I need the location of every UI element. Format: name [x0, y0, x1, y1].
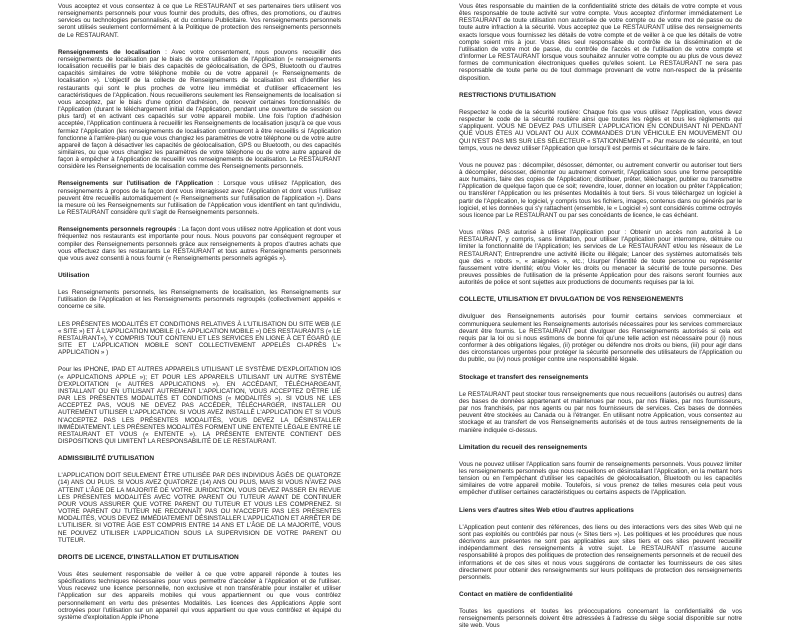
location-paragraph [58, 49, 341, 171]
account-paragraph: Vous êtes responsable du maintien de la confidentialité stricte des détails de votre compte et vous êtes responsable de toute activité sur votre compte. Vous acceptez d'informer immédiatement Le RESTAURANT de toute utilisation non autorisée de votre compte ou de votre mot de passe ou de toute autre infraction à la sécurité. Vous acceptez que Le RESTAURANT utilise des renseignements exacts lorsque vous fournissez les détails de votre compte et de veiller à ce que les détails de votre compte soient mis à jour. Vous êtes seul responsable du contrôle de la dissémination et de l'utilisation de votre mot de passe, du contrôle de l'accès et de l'utilisation de votre compte et d'informer Le RESTAURANT lorsque vous souhaitez annuler votre compte ou au plus de vous devez formes de communication électroniques quelles qu'elles soient. Le RESTAURANT ne sera pas responsable de toute perte ou de tout dommage provenant de votre non-respect de la présente disposition. [459, 3, 742, 82]
utilisation-heading: Utilisation [58, 272, 90, 279]
restrictions-paragraph: Respectez le code de la sécurité routière: Chaque fois que vous utilisez l'Application, vous devez respecter le code de la sécurité routière ainsi que toutes les règles et tous les règlements qui s'appliquent. VOUS NE DEVEZ PAS UTILISER L'APPLICATION EN CONDUISANT NI PENDANT QUE VOUS ÊTES AU VOLANT OU AUX COMMANDES D'UN VÉHICULE EN MOUVEMENT OU QUI N'EST PAS MIS SUR LES SÉLECTEUR « STATIONNEMENT ». Par mesure de sécurité, en tout temps, vous ne devez utiliser l'Application que lorsqu'il est permis et sécuritaire de le faire. [459, 108, 742, 152]
usage-text: : Lorsque vous utilisez l'Application, des renseignements à propos de la façon dont vous interagissez avec l'Application et dont vous l'utilisez peuvent être recueillis automatiquement (« Renseignements sur l'utilisation de l'application »). Dans la mesure où les Renseignements sur l'utilisation de l'Application vous identifient en tant qu'individu, Le RESTAURANT considère qu'il s'agit de Renseignements personnels. [58, 180, 342, 217]
utilisation-paragraph: Les Renseignements personnels, les Renseignements de localisation, les Renseignements sur l'utilisation de l'Application et les Renseignements personnels regroupés (collectivement appelés « concerne ce site. [58, 289, 341, 311]
limitation-heading: Limitation du recueil des renseignements [459, 443, 588, 451]
storage-heading: Stockage et transfert des renseignements [459, 373, 589, 381]
terms-caps-paragraph: LES PRÉSENTES MODALITÉS ET CONDITIONS RELATIVES À L'UTILISATION DU SITE WEB (LE « SITE ») ET À L'APPLICATION MOBILE (L'« APPLICATION MOBILE ») DES RESTAURANTS (« LE RESTAURANT»), Y COMPRIS TOUT CONTENU ET LES SERVICES EN LIGNE À CET ÉGARD (LE SITE ET L'APPLICATION MOBILE SONT COLLECTIVEMENT APPELÉS CI-APRÈS L'« APPLICATION » ) [58, 320, 341, 357]
usage-lead: Renseignements sur l'utilisation de l'Application [58, 180, 214, 188]
contact-paragraph: Toutes les questions et toutes les préoccupations concernant la confidentialité de vos renseignements personnels doivent être adressées à l'adresse du siège social disponible sur notre site web. Vous [459, 608, 742, 630]
grouped-text: : La façon dont vous utilisez notre Application et dont vous fréquentez nos restaurants est importante pour nous. Nous pouvons par conséquent regrouper et compiler des Renseignements personnels grâce aux renseignements à propos d'autres achats que vous effectuez dans les restaurants Le RESTAURANT et tous autres Renseignements personnels que vous avez consenti à nous fournir (« Renseignements personnels agrégés »). [58, 226, 341, 262]
intro-paragraph: Vous acceptez et vous consentez à ce que Le RESTAURANT et ses partenaires tiers utilisent vos renseignements personnels pour vous fournir des produits, des offres, des promotions, ou d'autres services ou technologies personnalisés, et du contenu Publicitaire. Vos renseignements personnels seront utilisés seulement conformément à la Politique de protection des renseignements personnels de Le RESTAURANT. [58, 3, 341, 39]
usage-paragraph [58, 180, 341, 216]
prohibited-paragraph: Vous ne pouvez pas : décompiler, désosser, démonter, ou autrement convertir ou autoriser tout tiers à décompiler, désosser, démonter ou autrement convertir, l'Application sous une forme perceptible aux humains, faire des copies de l'Application; distribuer, prêter, télécharger, publier ou transmettre l'Application de quelque façon que ce soit; revendre, louer, donner en location ou prêter l'Application; ou transférer l'Application ou les présentes Modalités à tout tiers. Si vous téléchargez un logiciel à partir de l'Application, le logiciel, y compris tous les fichiers, images, contenus dans ou générés par le logiciel, et les données qui s'y rattachent (ensemble, le « Logiciel ») sont considérés comme octroyés sous licence par Le RESTAURANT ou par ses concédants de licence, le cas échéant. [459, 161, 742, 219]
iphone-paragraph: Pour les IPHONE, IPAD ET AUTRES APPAREILS UTILISANT LE SYSTÈME D'EXPLOITATION IOS (« APPLICATIONS APPLE »); ET POUR LES APPAREILS UTILISANT UN AUTRE SYSTÈME D'EXPLOITATION (« AUTRES APPLICATIONS »). EN ACCÉDANT, TÉLÉCHARGEANT, INSTALLANT OU EN UTILISANT AUTREMENT L'APPLICATION, VOUS ACCEPTEZ D'ÊTRE LIÉ PAR LES PRÉSENTES MODALITÉS ET CONDITIONS (« MODALITÉS »). SI VOUS NE LES ACCEPTEZ PAS, VOUS NE DEVEZ PAS ACCÉDER, TÉLÉCHARGER, INSTALLER OU AUTREMENT UTILISER L'APPLICATION. SI VOUS AVEZ INSTALLÉ L'APPLICATION ET SI VOUS N'ACCEPTEZ PAS LES PRÉSENTES MODALITÉS, VOUS DEVEZ LA DÉSINSTALLER IMMÉDIATEMENT. LES PRÉSENTES MODALITÉS FORMENT UNE ENTENTE LÉGALE ENTRE LE RESTAURANT ET VOUS (« ENTENTE »). LA PRÉSENTE ENTENTE CONTIENT DES DISPOSITIONS QUI LIMITENT LA RESPONSABILITÉ DE LE RESTAURANT. [58, 366, 341, 445]
right-column [459, 3, 742, 640]
storage-paragraph: Le RESTAURANT peut stocker tous renseignements que nous recueillons (autorisés ou autres) dans des bases de données appartenant et maintenues par nous, par nos filiales, par nos fournisseurs, par nos franchisés, par nos agents ou par nos fournisseurs de services. Ces bases de données peuvent être stockées au Canada ou à l'étranger. En utilisant notre Application, vous consentez au stockage et au transfert de vos Renseignements autorisés et de tous autres renseignements de la manière indiquée ci-dessus. [459, 390, 742, 434]
links-heading: Liens vers d'autres sites Web et/ou d'autres applications [459, 506, 634, 514]
admissibilite-paragraph: L'APPLICATION DOIT SEULEMENT ÊTRE UTILISÉE PAR DES INDIVIDUS ÂGÉS DE QUATORZE (14) ANS OU PLUS. SI VOUS AVEZ QUATORZE (14) ANS OU PLUS, MAIS SI VOUS N'AVEZ PAS ATTEINT L'ÂGE DE LA MAJORITÉ DE VOTRE JURIDICTION, VOUS DEVEZ PASSER EN REVUE LES PRÉSENTES MODALITÉS AVEC VOTRE PARENT OU TUTEUR AVANT DE CONTINUER POUR VOUS ASSURER QUE VOTRE PARENT OU TUTEUR ET VOUS LES COMPRENEZ. SI VOTRE PARENT OU TUTEUR NE RECONNAÎT PAS OU N'ACCEPTE PAS LES PRÉSENTES MODALITÉS, VOUS DEVEZ IMMÉDIATEMENT DÉSINSTALLER L'APPLICATION ET ARRÊTER DE L'UTILISER. SI VOTRE ÂGE EST COMPRIS ENTRE 14 ANS ET L'ÂGE DE LA MAJORITÉ, VOUS NE POUVEZ UTILISER L'APPLICATION SOUS LA SUPERVISION DE VOTRE PARENT OU TUTEUR. [58, 472, 341, 544]
contact-heading: Contact en matière de confidentialité [459, 591, 573, 598]
grouped-paragraph [58, 226, 341, 262]
location-lead: Renseignements de localisation [58, 48, 161, 56]
limitation-paragraph: Vous ne pouvez utiliser l'Application sans fournir de renseignements personnels. Vous pouvez limiter les renseignements personnels que nous recueillons en désinstallant l'Application, en la mettant hors tension ou en l'empêchant d'utiliser les capacités de géolocalisation, Bluetooth ou les capacités similaires de votre appareil mobile. Toutefois, si vous prenez de telles mesures cela peut vous empêcher d'utiliser certaines caractéristiques ou certains aspects de l'Application. [459, 460, 742, 497]
licence-heading: DROITS DE LICENCE, D'INSTALLATION ET D'UTILISATION [58, 553, 239, 561]
left-column [58, 3, 341, 631]
collection-paragraph: divulguer des Renseignements autorisés pour fournir certains services commerciaux et communiquera seulement les Renseignements autorisés nécessaires pour les services commerciaux devant être fournis. Le RESTAURANT peut divulguer des Renseignements autorisés si cela est requis par la loi ou si nous estimons de bonne foi qu'une telle action est nécessaire pour (i) nous conformer à des obligations légales, (ii) protéger ou défendre nos droits ou biens, (iii) pour agir dans des circonstances urgentes pour protéger la sécurité personnelle des utilisateurs de l'Application ou du public, ou (iv) nous protéger contre une responsabilité légale. [459, 313, 742, 364]
admissibilite-heading: ADMISSIBILITÉ D'UTILISATION [58, 455, 155, 463]
collection-heading: COLLECTE, UTILISATION ET DIVULGATION DE VOS RENSEIGNEMENTS [459, 296, 684, 304]
restrictions-heading: RESTRICTIONS D'UTILISATION [459, 91, 556, 99]
links-paragraph: L'Application peut contenir des références, des liens ou des interactions vers des sites Web qui ne sont pas exploités ou contrôlés par nous (« Sites tiers »). Les politiques et les procédures que nous décrivons aux présentes ne sont pas applicables aux sites tiers et ces sites peuvent recueillir indépendamment des renseignements à votre sujet. Le RESTAURANT n'assume aucune responsabilité à propos des politiques de protection des renseignements personnels et de recueil des informations et de ces sites et nous vous suggérons de contacter les fournisseurs de ces sites directement pour obtenir des renseignements sur leurs politiques de protection des renseignements personnels. [459, 523, 742, 581]
licence-paragraph: Vous êtes seulement responsable de veiller à ce que votre appareil réponde à toutes les spécifications techniques nécessaires pour vous permettre d'accéder à l'Application et de l'utiliser. Vous recevez une licence personnelle, non exclusive et non transférable pour installer et utiliser l'Application sur des appareils mobiles qui vous appartiennent ou que vous contrôlez personnellement en vertu des présentes Modalités. Les licences des Applications Apple sont octroyées pour l'utilisation sur un appareil qui vous appartient ou que vous contrôlez et équipé du système d'exploitation Apple iPhone [58, 571, 341, 621]
location-text: : Avec votre consentement, nous pouvons recueillir des renseignements de localisation par le biais de votre utilisation de l'Application (« renseignements localisation recueillis par le biais des capacités de géolocalisation, de GPS, Bluetooth ou d'autres capacités similaires de votre téléphone mobile ou de votre appareil (« Renseignements de localisation »). L'objectif de la collecte de Renseignements de localisation est d'identifier les restaurants qui sont le plus proches de votre lieu immédiat et d'utiliser efficacement les caractéristiques de l'Application. Nous recueillerons seulement les Renseignements de localisation si vous acceptez, par le biais d'une option d'adhésion, de recevoir certaines fonctionnalités de l'Application (durant le téléchargement initial de l'Application, pendant une ouverture de session ou plus tard) et en activant ces capacités sur votre appareil mobile. Une fois l'option d'adhésion acceptée, l'Application continuera à recueillir les Renseignements de localisation jusqu'à ce que vous fermiez l'Application (les renseignements de localisation continueront à être recueillis si l'Application fonctionne à l'arrière-plan) ou que vous changiez les paramètres de votre téléphone ou de votre autre appareil de façon à désactiver les capacités de géolocalisation, GPS ou Bluetooth, ou des capacités similaires, ou que vous changiez les paramètres de votre téléphone ou de votre autre appareil de façon à empêcher à l'Application de recueillir vos renseignements de localisation. Le RESTAURANT considère les Renseignements de localisation comme des Renseignements personnels. [58, 48, 341, 171]
grouped-lead: Renseignements personnels regroupés [58, 226, 177, 234]
access-paragraph: Vous n'êtes PAS autorisé à utiliser l'Application pour : Obtenir un accès non autorisé à Le RESTAURANT, y compris, sans limitation, pour utiliser l'Application pour interrompre, détruire ou limiter la fonctionnalité de l'Application; les services de Le RESTAURANT et/ou les réseaux de Le RESTAURANT; Entreprendre une activité illicite ou illégale; Lancer des systèmes automatisés tels que des « robots », « araignées », etc.; Usurper l'identité de toute personne ou représenter faussement votre identité; et/ou Violer les droits ou menacer la sécurité de toute personne. Des preuves possibles de l'utilisation de la présente Application pour des raisons seront fournies aux autorités de police et sont sujettes aux productions de documents requises par la loi. [459, 229, 742, 287]
